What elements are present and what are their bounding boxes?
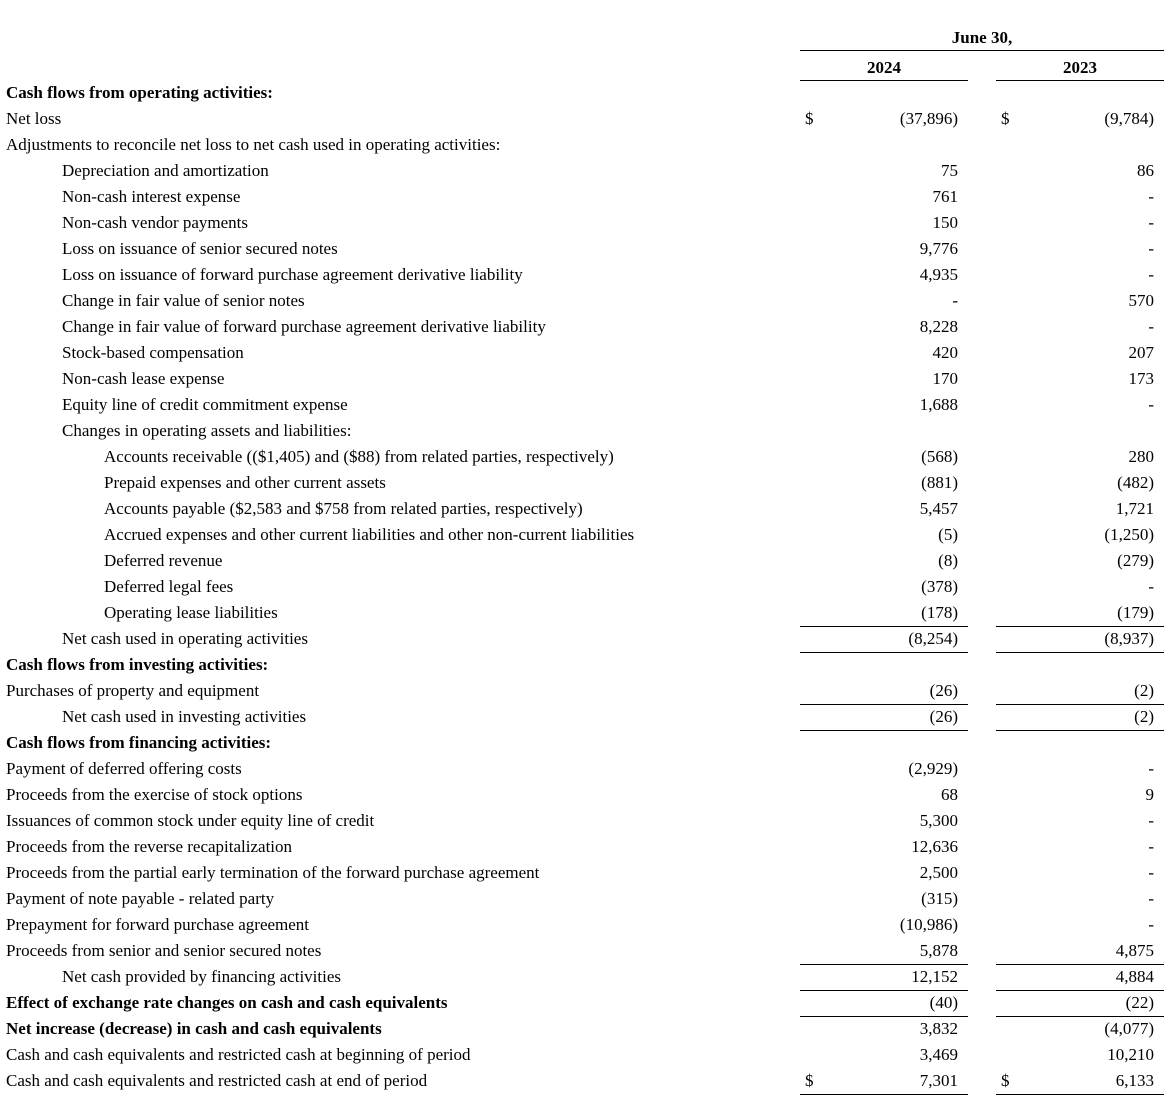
value-2023	[1024, 132, 1164, 158]
dollar-sign-2024	[800, 314, 828, 340]
row-label: Accrued expenses and other current liabilities and other non-current liabilities	[104, 525, 635, 545]
cashflow-table-body	[4, 80, 1164, 1094]
value-2023: (8,937)	[1024, 626, 1164, 652]
table-row	[4, 860, 1164, 886]
value-2023: -	[1148, 317, 1154, 337]
dollar-sign-2023	[996, 730, 1024, 756]
row-label: Deferred revenue	[104, 551, 223, 571]
column-spacer	[968, 158, 996, 184]
dollar-sign-2023	[996, 314, 1024, 340]
table-row	[4, 782, 1164, 808]
dollar-sign-2023	[996, 418, 1024, 444]
value-2024: 2,500	[919, 863, 958, 883]
value-2024: 12,152	[828, 964, 968, 990]
row-label: Accounts payable ($2,583 and $758 from related parties, respectively)	[104, 499, 583, 519]
dollar-sign-2024	[800, 80, 828, 106]
value-2024: 3,832	[919, 1019, 958, 1039]
table-row	[4, 1042, 1164, 1068]
table-row	[4, 834, 1164, 860]
row-label: Net increase (decrease) in cash and cash equivalents	[6, 1019, 382, 1039]
table-row	[4, 80, 1164, 106]
table-row	[4, 392, 1164, 418]
column-spacer	[968, 314, 996, 340]
dollar-sign-2024	[800, 782, 828, 808]
column-spacer	[968, 236, 996, 262]
table-row	[4, 470, 1164, 496]
table-row	[4, 236, 1164, 262]
column-spacer	[968, 1016, 996, 1042]
row-label: Net cash used in operating activities	[62, 629, 308, 649]
year-2023-header: 2023	[996, 50, 1164, 80]
value-2024	[828, 652, 968, 678]
value-2024: (26)	[828, 678, 968, 704]
value-2024: (10,986)	[899, 915, 958, 935]
dollar-sign-2023	[996, 782, 1024, 808]
dollar-sign-2023	[996, 652, 1024, 678]
period-header: June 30,	[800, 26, 1164, 50]
dollar-sign-2024	[800, 522, 828, 548]
column-spacer	[968, 80, 996, 106]
column-spacer	[968, 548, 996, 574]
table-row	[4, 886, 1164, 912]
dollar-sign-2024	[800, 964, 828, 990]
row-label: Payment of deferred offering costs	[6, 759, 242, 779]
row-label: Changes in operating assets and liabilities:	[62, 421, 352, 441]
column-spacer	[968, 808, 996, 834]
table-row	[4, 1016, 1164, 1042]
dollar-sign-2024	[800, 262, 828, 288]
value-2023: 570	[1128, 291, 1154, 311]
table-row	[4, 808, 1164, 834]
table-row	[4, 158, 1164, 184]
value-2023	[1024, 652, 1164, 678]
row-label: Non-cash lease expense	[62, 369, 225, 389]
row-label: Prepayment for forward purchase agreement	[6, 915, 310, 935]
value-2024: 68	[941, 785, 958, 805]
table-row	[4, 704, 1164, 730]
dollar-sign-2024	[800, 678, 828, 704]
value-2023	[1024, 80, 1164, 106]
dollar-sign-2024	[800, 652, 828, 678]
table-row	[4, 600, 1164, 626]
value-2024: 3,469	[919, 1045, 958, 1065]
dollar-sign-2023	[996, 1016, 1024, 1042]
value-2024: (881)	[921, 473, 958, 493]
row-label: Cash flows from financing activities:	[6, 733, 272, 753]
dollar-sign-2024	[800, 340, 828, 366]
row-label: Issuances of common stock under equity line of credit	[6, 811, 375, 831]
value-2023: 1,721	[1115, 499, 1154, 519]
dollar-sign-2023	[996, 132, 1024, 158]
dollar-sign-2024	[800, 886, 828, 912]
value-2023: -	[1148, 239, 1154, 259]
row-label: Depreciation and amortization	[62, 161, 269, 181]
column-spacer	[968, 106, 996, 132]
dollar-sign-2023: $	[1001, 109, 1010, 129]
dollar-sign-2023	[996, 470, 1024, 496]
column-spacer	[968, 392, 996, 418]
column-spacer	[968, 132, 996, 158]
dollar-sign-2024	[800, 990, 828, 1016]
row-label: Loss on issuance of forward purchase agreement derivative liability	[62, 265, 523, 285]
value-2024: (8,254)	[828, 626, 968, 652]
dollar-sign-2023	[996, 288, 1024, 314]
value-2023: -	[1148, 577, 1154, 597]
dollar-sign-2024	[800, 704, 828, 730]
value-2024: (26)	[828, 704, 968, 730]
row-label: Change in fair value of senior notes	[62, 291, 305, 311]
value-2024: 8,228	[919, 317, 958, 337]
dollar-sign-2024	[800, 912, 828, 938]
value-2023: -	[1148, 889, 1154, 909]
value-2023	[1024, 730, 1164, 756]
value-2023: -	[1148, 863, 1154, 883]
value-2024: (5)	[938, 525, 958, 545]
row-label: Cash and cash equivalents and restricted cash at beginning of period	[6, 1045, 471, 1065]
cash-flow-statement-table	[4, 26, 1164, 1095]
dollar-sign-2024	[800, 756, 828, 782]
row-label: Net loss	[6, 109, 62, 129]
column-spacer	[968, 834, 996, 860]
dollar-sign-2024: $	[805, 109, 814, 129]
row-label: Proceeds from the reverse recapitalization	[6, 837, 293, 857]
value-2023: 173	[1128, 369, 1154, 389]
value-2024: 75	[941, 161, 958, 181]
row-label: Net cash provided by financing activities	[62, 967, 341, 987]
dollar-sign-2024	[800, 574, 828, 600]
table-row	[4, 418, 1164, 444]
dollar-sign-2024	[800, 418, 828, 444]
value-2024: 5,878	[828, 938, 968, 964]
table-row	[4, 652, 1164, 678]
value-2024: 5,300	[919, 811, 958, 831]
dollar-sign-2024	[800, 210, 828, 236]
column-spacer	[968, 782, 996, 808]
table-row	[4, 106, 1164, 132]
column-spacer	[968, 574, 996, 600]
dollar-sign-2024	[800, 600, 828, 626]
row-label: Loss on issuance of senior secured notes	[62, 239, 338, 259]
dollar-sign-2024	[800, 392, 828, 418]
header-years-row	[4, 50, 1164, 80]
value-2023: 4,875	[1024, 938, 1164, 964]
value-2023: (9,784)	[1104, 109, 1154, 129]
column-spacer	[968, 340, 996, 366]
value-2024: (40)	[828, 990, 968, 1016]
value-2023: 4,884	[1024, 964, 1164, 990]
dollar-sign-2024	[800, 860, 828, 886]
value-2023: (22)	[1024, 990, 1164, 1016]
table-row	[4, 184, 1164, 210]
dollar-sign-2024	[800, 236, 828, 262]
row-label: Non-cash interest expense	[62, 187, 241, 207]
value-2024: 420	[932, 343, 958, 363]
dollar-sign-2023	[996, 912, 1024, 938]
value-2023: 86	[1137, 161, 1154, 181]
row-label: Prepaid expenses and other current assets	[104, 473, 386, 493]
table-row	[4, 444, 1164, 470]
column-spacer	[968, 938, 996, 964]
value-2023: 280	[1128, 447, 1154, 467]
value-2023: -	[1148, 187, 1154, 207]
table-row	[4, 496, 1164, 522]
value-2024: 1,688	[919, 395, 958, 415]
value-2024: 4,935	[919, 265, 958, 285]
table-row	[4, 366, 1164, 392]
value-2024	[828, 418, 968, 444]
row-label: Purchases of property and equipment	[6, 681, 260, 701]
value-2024: -	[952, 291, 958, 311]
dollar-sign-2024	[800, 730, 828, 756]
column-spacer	[968, 444, 996, 470]
table-row	[4, 730, 1164, 756]
dollar-sign-2023	[996, 574, 1024, 600]
year-2024-header: 2024	[800, 50, 968, 80]
dollar-sign-2023	[996, 626, 1024, 652]
column-spacer	[968, 964, 996, 990]
column-spacer	[968, 418, 996, 444]
column-spacer	[968, 678, 996, 704]
column-spacer	[968, 756, 996, 782]
table-row	[4, 262, 1164, 288]
row-label: Payment of note payable - related party	[6, 889, 275, 909]
dollar-sign-2024	[800, 938, 828, 964]
dollar-sign-2024	[800, 184, 828, 210]
value-2024: (315)	[921, 889, 958, 909]
header-empty-cell	[4, 26, 800, 50]
value-2023: (482)	[1117, 473, 1154, 493]
row-label: Proceeds from the exercise of stock options	[6, 785, 303, 805]
table-row	[4, 626, 1164, 652]
value-2024: 7,301	[828, 1068, 968, 1094]
table-row	[4, 340, 1164, 366]
value-2023: (4,077)	[1104, 1019, 1154, 1039]
dollar-sign-2023	[996, 938, 1024, 964]
dollar-sign-2023	[996, 808, 1024, 834]
row-label: Cash flows from investing activities:	[6, 655, 269, 675]
dollar-sign-2023	[996, 496, 1024, 522]
column-spacer	[968, 626, 996, 652]
column-spacer	[968, 730, 996, 756]
table-row	[4, 912, 1164, 938]
row-label: Adjustments to reconcile net loss to net cash used in operating activities:	[6, 135, 501, 155]
value-2023: (1,250)	[1104, 525, 1154, 545]
dollar-sign-2023: $	[996, 1068, 1024, 1094]
column-spacer	[968, 1042, 996, 1068]
value-2024: (568)	[921, 447, 958, 467]
value-2023: (2)	[1024, 678, 1164, 704]
column-spacer	[968, 470, 996, 496]
column-spacer	[968, 912, 996, 938]
table-row	[4, 938, 1164, 964]
value-2023: (2)	[1024, 704, 1164, 730]
column-spacer	[968, 496, 996, 522]
column-spacer	[968, 366, 996, 392]
dollar-sign-2024	[800, 808, 828, 834]
value-2023: -	[1148, 265, 1154, 285]
value-2024: (178)	[828, 600, 968, 626]
row-label: Proceeds from senior and senior secured notes	[6, 941, 322, 961]
value-2023: (279)	[1117, 551, 1154, 571]
dollar-sign-2023	[996, 392, 1024, 418]
value-2023: -	[1148, 213, 1154, 233]
value-2024: (37,896)	[899, 109, 958, 129]
dollar-sign-2023	[996, 236, 1024, 262]
dollar-sign-2024: $	[800, 1068, 828, 1094]
row-label: Accounts receivable (($1,405) and ($88) from related parties, respectively)	[104, 447, 614, 467]
row-label: Cash flows from operating activities:	[6, 83, 273, 103]
value-2023: -	[1148, 811, 1154, 831]
row-label: Stock-based compensation	[62, 343, 244, 363]
dollar-sign-2024	[800, 834, 828, 860]
column-spacer	[968, 288, 996, 314]
value-2024: 5,457	[919, 499, 958, 519]
row-label: Effect of exchange rate changes on cash and cash equivalents	[6, 993, 448, 1013]
column-spacer	[968, 704, 996, 730]
dollar-sign-2023	[996, 704, 1024, 730]
row-label: Net cash used in investing activities	[62, 707, 307, 727]
dollar-sign-2023	[996, 678, 1024, 704]
value-2024: 12,636	[911, 837, 958, 857]
row-label: Equity line of credit commitment expense	[62, 395, 348, 415]
value-2023: -	[1148, 395, 1154, 415]
table-row	[4, 210, 1164, 236]
table-row	[4, 288, 1164, 314]
value-2024: (8)	[938, 551, 958, 571]
dollar-sign-2023	[996, 834, 1024, 860]
dollar-sign-2024	[800, 470, 828, 496]
value-2024	[828, 730, 968, 756]
value-2024: 170	[932, 369, 958, 389]
dollar-sign-2023	[996, 366, 1024, 392]
dollar-sign-2023	[996, 756, 1024, 782]
dollar-sign-2023	[996, 1042, 1024, 1068]
value-2023: 10,210	[1107, 1045, 1154, 1065]
column-spacer	[968, 652, 996, 678]
dollar-sign-2023	[996, 522, 1024, 548]
column-spacer	[968, 50, 996, 80]
dollar-sign-2023	[996, 80, 1024, 106]
table-row	[4, 1068, 1164, 1094]
dollar-sign-2023	[996, 444, 1024, 470]
table-row	[4, 522, 1164, 548]
dollar-sign-2024	[800, 1016, 828, 1042]
value-2023: -	[1148, 837, 1154, 857]
dollar-sign-2023	[996, 548, 1024, 574]
value-2024: (2,929)	[908, 759, 958, 779]
value-2024: 9,776	[919, 239, 958, 259]
dollar-sign-2023	[996, 990, 1024, 1016]
dollar-sign-2023	[996, 262, 1024, 288]
dollar-sign-2023	[996, 964, 1024, 990]
row-label: Non-cash vendor payments	[62, 213, 249, 233]
dollar-sign-2023	[996, 886, 1024, 912]
dollar-sign-2024	[800, 626, 828, 652]
header-empty-cell	[4, 50, 800, 80]
dollar-sign-2023	[996, 860, 1024, 886]
column-spacer	[968, 522, 996, 548]
table-row	[4, 314, 1164, 340]
column-spacer	[968, 184, 996, 210]
value-2023: 207	[1128, 343, 1154, 363]
value-2023: -	[1148, 759, 1154, 779]
value-2024: (378)	[921, 577, 958, 597]
dollar-sign-2024	[800, 444, 828, 470]
table-row	[4, 678, 1164, 704]
dollar-sign-2024	[800, 1042, 828, 1068]
table-row	[4, 574, 1164, 600]
value-2023: 6,133	[1024, 1068, 1164, 1094]
value-2023: 9	[1145, 785, 1154, 805]
value-2023: -	[1148, 915, 1154, 935]
value-2024	[828, 132, 968, 158]
dollar-sign-2023	[996, 210, 1024, 236]
row-label: Cash and cash equivalents and restricted cash at end of period	[6, 1071, 428, 1091]
column-spacer	[968, 600, 996, 626]
dollar-sign-2024	[800, 288, 828, 314]
value-2023	[1024, 418, 1164, 444]
column-spacer	[968, 990, 996, 1016]
dollar-sign-2024	[800, 548, 828, 574]
dollar-sign-2024	[800, 366, 828, 392]
row-label: Proceeds from the partial early termination of the forward purchase agreement	[6, 863, 540, 883]
dollar-sign-2024	[800, 132, 828, 158]
table-row	[4, 990, 1164, 1016]
table-row	[4, 132, 1164, 158]
column-spacer	[968, 262, 996, 288]
table-row	[4, 756, 1164, 782]
table-row	[4, 964, 1164, 990]
dollar-sign-2023	[996, 158, 1024, 184]
value-2024: 150	[932, 213, 958, 233]
row-label: Operating lease liabilities	[104, 603, 278, 623]
dollar-sign-2023	[996, 184, 1024, 210]
column-spacer	[968, 1068, 996, 1094]
value-2024: 761	[932, 187, 958, 207]
column-spacer	[968, 860, 996, 886]
row-label: Deferred legal fees	[104, 577, 234, 597]
dollar-sign-2024	[800, 496, 828, 522]
dollar-sign-2023	[996, 340, 1024, 366]
column-spacer	[968, 210, 996, 236]
value-2024	[828, 80, 968, 106]
header-period-row	[4, 26, 1164, 50]
column-spacer	[968, 886, 996, 912]
dollar-sign-2023	[996, 600, 1024, 626]
row-label: Change in fair value of forward purchase agreement derivative liability	[62, 317, 546, 337]
value-2023: (179)	[1024, 600, 1164, 626]
dollar-sign-2024	[800, 158, 828, 184]
table-row	[4, 548, 1164, 574]
table-header	[4, 26, 1164, 80]
